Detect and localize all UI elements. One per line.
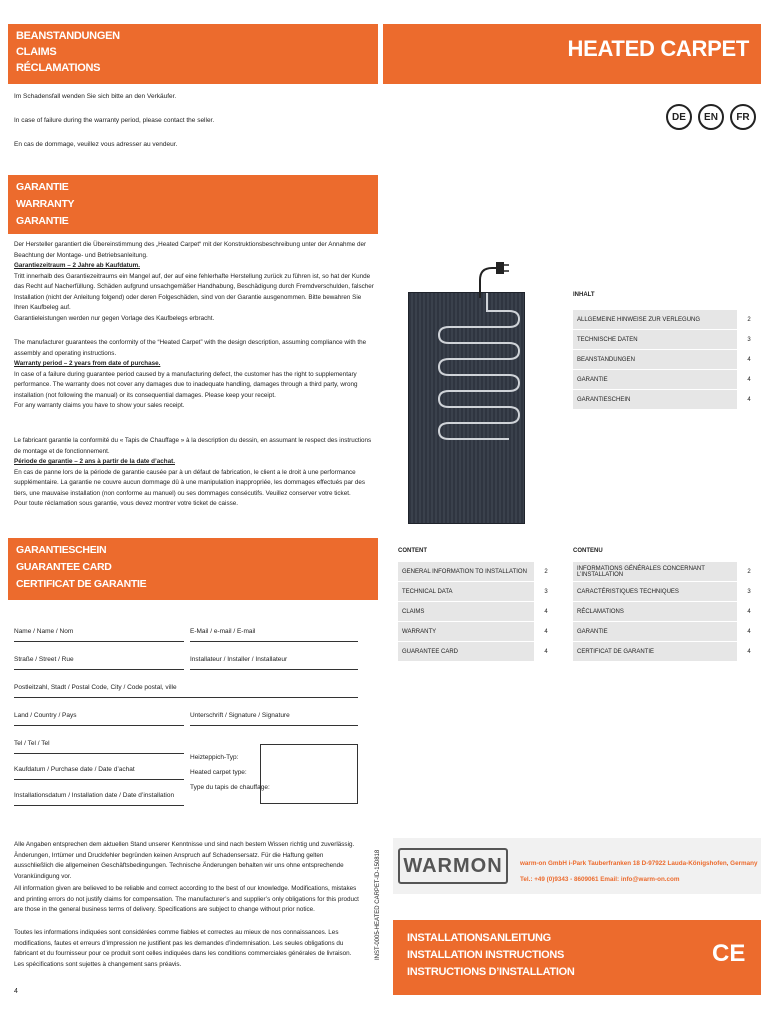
toc-row[interactable] [573,350,761,370]
card-heading-fr: CERTIFICAT DE GARANTIE [16,578,147,590]
toc-label: CARACTÉRISTIQUES TECHNIQUES [573,582,737,601]
toc-page: 4 [747,396,751,403]
toc-en-title: CONTENT [398,548,427,554]
carpet-type-en: Heated carpet type: [190,769,247,776]
name-field[interactable]: Name / Name / Nom [14,628,184,642]
street-field[interactable]: Straße / Street / Rue [14,656,184,670]
warranty-de-period: Garantiezeitraum – 2 Jahre ab Kaufdatum. [14,262,140,269]
page-title: HEATED CARPET [567,36,749,61]
install-date-field[interactable]: Installationsdatum / Installation date / Date d’installation [14,792,184,806]
heating-wire-graphic [409,293,526,525]
toc-page: 4 [747,356,751,363]
toc-page: 4 [747,648,751,655]
toc-row[interactable] [573,622,761,642]
toc-row[interactable] [573,330,761,350]
toc-label: RÉCLAMATIONS [573,602,737,621]
carpet-type-de: Heizteppich-Typ: [190,754,239,761]
card-heading-en: GUARANTEE CARD [16,561,112,573]
toc-label: GUARANTEE CARD [398,642,534,661]
company-contact: Tel.: +49 (0)9343 - 8609061 Email: info@warm-on.com [520,876,680,883]
disclaimer-de: Alle Angaben entsprechen dem aktuellen Stand unserer Kenntnisse und sind nach bestem Wissen richtig und zuverlässig. Änderungen, Irrtümer und Druckfehler begründen keinen Anspruch auf Schadensersatz. Für die Haftung gelten ausschließlich die allgemeinen Geschäftsbedingungen. Technische Änderungen behalten wir uns ohne entsprechende Vorankündigung vor. [14,841,355,880]
warranty-en-intro: The manufacturer guarantees the conformity of the “Heated Carpet” with the design description, assuming compliance with the assembly and operating instructions. [14,339,367,357]
toc-row[interactable] [573,602,761,622]
warranty-de-intro: Der Hersteller garantiert die Übereinstimmung des „Heated Carpet“ mit der Konstruktionsbeschreibung unter der Annahme der Beachtung der Montage- und Betriebsanleitung. [14,241,367,259]
language-badge-de: DE [666,104,692,130]
claims-text-de: Im Schadensfall wenden Sie sich bitte an den Verkäufer. [14,93,177,100]
company-info [520,856,760,888]
toc-row[interactable] [398,582,558,602]
toc-row[interactable] [398,562,558,582]
warranty-fr-intro: Le fabricant garantie la conformité du « Tapis de Chauffage » à la description du dessin, en assumant le respect des instructions de montage et de fonctionnement. [14,437,372,455]
heated-carpet-image [408,292,525,524]
claims-heading-de: BEANSTANDUNGEN [16,30,120,42]
warranty-de-proof: Garantieleistungen werden nur gegen Vorlage des Kaufbelegs erbracht. [14,314,215,322]
footer-line-en: INSTALLATION INSTRUCTIONS [407,949,565,961]
warranty-fr [14,436,374,510]
disclaimer-en: All information given are believed to be reliable and correct according to the best of our knowledge. Modifications, mistakes and printing errors do not justify claims for compensation. The manufacturer’s and supplier’s only obligations for this product are those in the general business terms of delivery. Specifications are subject to change without prior notice. [14,885,359,913]
warranty-en-body: In case of a failure during guarantee period caused by a manufacturing defect, the customer has the right to supplementary performance. The warranty does not cover any damages due to inadequate handling, damages through a third party, wrong installation (not following the manual) or its consequential damages. Please keep your receipt. [14,370,358,399]
warranty-en [14,338,374,412]
toc-fr [573,548,761,662]
ce-mark-icon: CE [712,940,746,967]
installation-footer [393,920,761,995]
language-badge-fr: FR [730,104,756,130]
toc-page: 3 [747,336,751,343]
language-badge-en: EN [698,104,724,130]
installer-field[interactable]: Installateur / Installer / Installateur [190,656,358,670]
toc-row[interactable] [573,310,761,330]
company-address: warm-on GmbH i-Park Tauberfranken 18 D-97922 Lauda-Königshofen, Germany [520,860,758,867]
toc-label: INFORMATIONS GÉNÉRALES CONCERNANT L’INSTALLATION [573,562,737,581]
toc-page: 4 [747,376,751,383]
toc-label: WARRANTY [398,622,534,641]
toc-page: 3 [544,588,548,595]
warranty-fr-body: En cas de panne lors de la période de garantie causée par à un défaut de fabrication, le client a le droit à une performance supplémentaire. La garantie ne couvre aucun dommage dû à une manipulation inappropriée, les dommages effectués par des tiers, une mauvaise installation (non conforme au manuel) ou ses dommages consécutifs. Veuillez conserver votre ticket. [14,468,365,497]
toc-label: CLAIMS [398,602,534,621]
claims-heading-en: CLAIMS [16,46,57,58]
document-id: INST-0005-HEATED CARPET-ID-150818 [375,849,381,960]
toc-row[interactable] [398,622,558,642]
warranty-de [14,240,374,324]
toc-label: GARANTIE [573,370,737,389]
warranty-heading-de: GARANTIE [16,181,69,193]
toc-page: 4 [544,628,548,635]
warranty-fr-period: Période de garantie – 2 ans à partir de la date d’achat. [14,458,175,465]
toc-fr-title: CONTENU [573,548,603,554]
footer-line-de: INSTALLATIONSANLEITUNG [407,932,551,944]
toc-label: TECHNISCHE DATEN [573,330,737,349]
warranty-heading-fr: GARANTIE [16,215,69,227]
warranty-header [8,175,378,234]
toc-de [573,292,761,410]
warranty-en-proof: For any warranty claims you have to show your sales receipt. [14,402,185,409]
warranty-heading-en: WARRANTY [16,198,75,210]
toc-page: 2 [544,568,548,575]
toc-row[interactable] [573,390,761,410]
country-field[interactable]: Land / Country / Pays [14,712,184,726]
toc-page: 4 [747,608,751,615]
card-heading-de: GARANTIESCHEIN [16,544,107,556]
guarantee-card-header [8,538,378,600]
language-badges [666,104,756,130]
toc-label: BEANSTANDUNGEN [573,350,737,369]
postcode-city-field[interactable]: Postleitzahl, Stadt / Postal Code, City / Code postal, ville [14,684,358,698]
page-number: 4 [14,988,18,995]
toc-row[interactable] [573,562,761,582]
warranty-fr-proof: Pour toute réclamation sous garantie, vous devez montrer votre ticket de caisse. [14,500,239,507]
toc-page: 4 [747,628,751,635]
toc-row[interactable] [573,642,761,662]
warranty-en-period: Warranty period – 2 years from date of purchase. [14,360,161,367]
warmon-logo: WARMON [398,848,508,884]
toc-en [398,548,558,662]
carpet-type-fr: Type du tapis de chauffage: [190,784,270,791]
toc-page: 4 [544,608,548,615]
claims-header [8,24,378,84]
claims-heading-fr: RÉCLAMATIONS [16,62,101,74]
toc-row[interactable] [573,582,761,602]
title-banner [383,24,761,84]
toc-row[interactable] [573,370,761,390]
claims-text-fr: En cas de dommage, veuillez vous adresser au vendeur. [14,141,178,148]
toc-row[interactable] [398,642,558,662]
toc-label: CERTIFICAT DE GARANTIE [573,642,737,661]
toc-label: ALLGEMEINE HINWEISE ZUR VERLEGUNG [573,310,737,329]
toc-page: 2 [747,316,751,323]
toc-label: GARANTIESCHEIN [573,390,737,409]
email-field[interactable]: E-Mail / e-mail / E-mail [190,628,358,642]
toc-page: 3 [747,588,751,595]
footer-line-fr: INSTRUCTIONS D’INSTALLATION [407,966,575,978]
disclaimer-fr: Toutes les informations indiquées sont considérées comme fiables et correctes au mieux de nos connaissances. Les modifications, fautes et erreurs d’impression ne justifient pas les demandes d’indemnisation. Les seules obligations du fabricant et du fournisseur pour ce produit sont celles indiquées dans les conditions commerciales générales de livraison. Les spécifications sont sujettes à changement sans préavis. [14,929,352,968]
carpet-type-input-box[interactable] [260,744,358,804]
purchase-date-field[interactable]: Kaufdatum / Purchase date / Date d’achat [14,766,184,780]
signature-field[interactable]: Unterschrift / Signature / Signature [190,712,358,726]
toc-label: GENERAL INFORMATION TO INSTALLATION [398,562,534,581]
power-plug-icon [450,258,510,298]
carpet-type-labels [190,750,270,795]
warranty-de-body: Tritt innerhalb des Garantiezeitraums ein Mangel auf, der auf eine fehlerhafte Herstellung zurück zu führen ist, so hat der Kunde das Recht auf Nacherfüllung. Schäden aufgrund unsachgemäßer Handhabung, Beschädigung durch Fremdverschulden, falscher Installation (nicht der Anleitung folgend) oder deren Folgeschäden, sind von der Garantie ausgenommen. Bitte bewahren Sie Ihren Kaufbeleg auf. [14,272,374,311]
toc-de-title: INHALT [573,292,595,298]
toc-label: TECHNICAL DATA [398,582,534,601]
toc-label: GARANTIE [573,622,737,641]
toc-page: 4 [544,648,548,655]
claims-text-en: In case of failure during the warranty period, please contact the seller. [14,117,215,124]
toc-page: 2 [747,568,751,575]
toc-row[interactable] [398,602,558,622]
phone-field[interactable]: Tel / Tel / Tel [14,740,184,754]
